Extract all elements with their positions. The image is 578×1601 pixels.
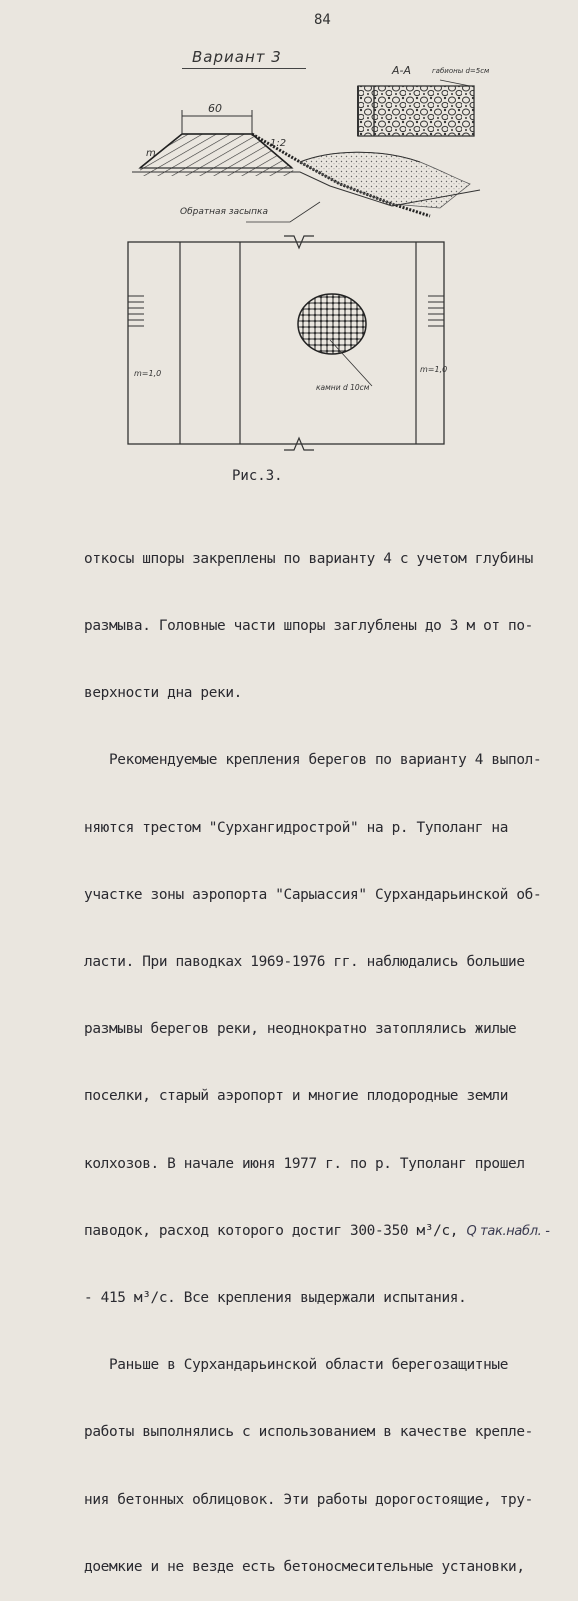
plan-label-right: m=1,0 [420,365,448,374]
plan-label-left: m=1,0 [134,369,162,378]
text-line: Раньше в Сурхандарьинской области берегозащитные [84,1357,509,1374]
section-label: А-А [392,64,412,77]
figure-caption: Рис.3. [232,468,283,484]
text-line: паводок, расход которого достиг 300-350 м³/с, [84,1222,459,1239]
page-number: 84 [314,12,331,28]
text-line: ния бетонных облицовок. Эти работы дорогостоящие, тру- [84,1491,533,1508]
text-line: работы выполнялись с использованием в качестве крепле- [84,1424,533,1441]
text-line: верхности дна реки. [84,685,242,702]
text-line: колхозов. В начале июня 1977 г. по р. Туполанг прошел [84,1155,525,1172]
dim-label-top: 60 [208,102,222,115]
text-line: размыва. Головные части шпоры заглублены до 3 м от по- [84,618,533,635]
text-line: доемкие и не везде есть бетоносмесительные установки, [84,1558,525,1575]
text-line: - 415 м³/с. Все крепления выдержали испытания. [84,1290,467,1307]
slope-label-right: 1:2 [270,138,287,149]
handwritten-insert: Q так.набл. - [466,1223,550,1239]
figure-drawing [0,0,578,470]
text-line: няются трестом "Сурхангидрострой" на р. Туполанг на [84,819,509,836]
text-line: участке зоны аэропорта "Сарыассия" Сурхандарьинской об- [84,886,542,903]
section-note: габионы d=5см [432,67,490,75]
text-line: поселки, старый аэропорт и многие плодородные земли [84,1088,509,1105]
variant-title: Вариант 3 [192,48,282,66]
stone-label: камни d 10см [316,383,370,392]
section-aa [358,64,490,136]
text-line: ласти. При паводках 1969-1976 гг. наблюдались большие [84,954,525,971]
text-line: откосы шпоры закреплены по варианту 4 с учетом глубины [84,550,533,567]
slope-label-left: m [146,148,156,159]
plan-view [128,236,447,450]
text-line-with-insert [84,1220,570,1242]
body-text [84,503,570,1601]
base-label: Обратная засыпка [180,207,268,217]
text-line: Рекомендуемые крепления берегов по варианту 4 выпол- [84,752,542,769]
text-line: размывы берегов реки, неоднократно затоплялись жилые [84,1021,517,1038]
